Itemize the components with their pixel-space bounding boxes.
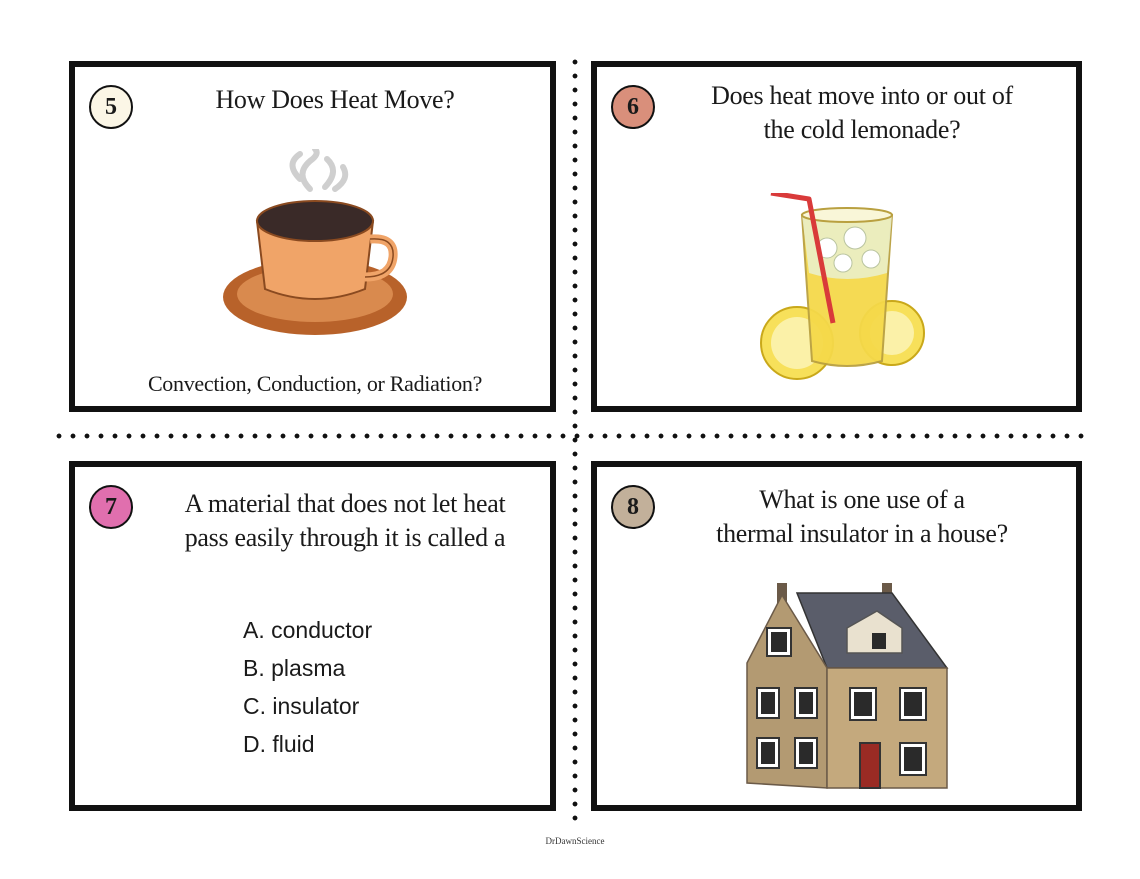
card-number-badge: 8	[611, 485, 655, 529]
lemonade-glass-icon	[747, 193, 937, 383]
card-question: How Does Heat Move?	[215, 85, 455, 114]
card-question	[667, 79, 1057, 147]
brick-house-icon	[737, 583, 957, 793]
question-line-2: thermal insulator in a house?	[716, 519, 1008, 548]
choice-d: D. fluid	[243, 731, 315, 757]
task-card-6	[591, 61, 1082, 412]
card-number-badge: 7	[89, 485, 133, 529]
horizontal-cut-line	[52, 432, 1092, 440]
vertical-cut-line	[571, 55, 579, 825]
question-line-1: Does heat move into or out of	[711, 81, 1013, 110]
card-subtext: Convection, Conduction, or Radiation?	[147, 371, 483, 396]
question-line-1: What is one use of a	[759, 485, 965, 514]
answer-choices	[243, 611, 372, 763]
task-card-7	[69, 461, 556, 811]
card-question	[667, 483, 1057, 551]
question-line-1: A material that does not let heat	[184, 489, 506, 518]
choice-c: C. insulator	[243, 693, 360, 719]
choice-a: A. conductor	[243, 617, 373, 643]
task-card-5	[69, 61, 556, 412]
question-line-2: pass easily through it is called a	[184, 523, 506, 552]
card-question	[155, 487, 535, 555]
card-number-badge: 6	[611, 85, 655, 129]
question-line-2: the cold lemonade?	[763, 115, 961, 144]
card-number-badge: 5	[89, 85, 133, 129]
task-card-8	[591, 461, 1082, 811]
hot-coffee-cup-icon	[215, 149, 415, 349]
footer-credit: DrDawnScience	[545, 836, 605, 846]
choice-b: B. plasma	[243, 655, 346, 681]
